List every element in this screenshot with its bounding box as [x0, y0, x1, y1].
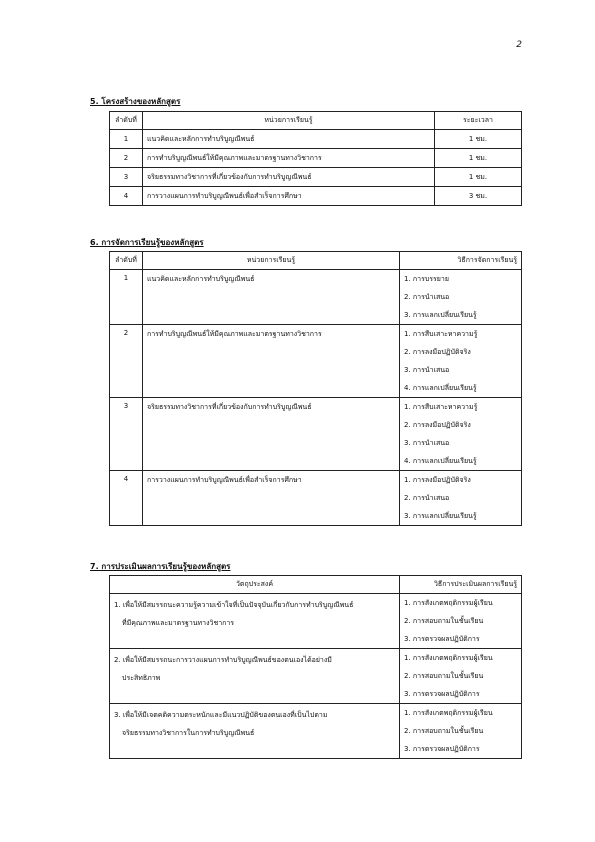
table-row: [110, 270, 522, 325]
table-row: [110, 325, 522, 398]
row-no: 3: [110, 398, 143, 471]
objective-line: 1. เพื่อให้มีสมรรถนะความรู้ความเข้าใจที่เป็นปัจจุบันเกี่ยวกับการทำบริบูญณีพนธ์: [114, 601, 354, 609]
table-row: [110, 649, 522, 704]
row-unit: จริยธรรมทางวิชาการที่เกี่ยวข้องกับการทำบริบูญณีพนธ์: [143, 168, 435, 187]
row-unit: แนวคิดและหลักการทำบริบูญณีพนธ์: [143, 270, 400, 325]
eval-item: 2. การสอบถามในชั้นเรียน: [404, 617, 484, 625]
objective-line: 2. เพื่อให้มีสมรรถนะการวางแผนการทำบริบูญณีพนธ์ของตนเองได้อย่างมี: [114, 656, 332, 664]
table-row: [110, 471, 522, 526]
row-eval-methods: [400, 704, 522, 759]
objective-line: จริยธรรมทางวิชาการในการทำบริบูญณีพนธ์: [122, 729, 255, 737]
row-time: 1 ชม.: [435, 149, 522, 168]
row-no: 2: [110, 325, 143, 398]
row-time: 3 ชม.: [435, 187, 522, 206]
eval-item: 1. การสังเกตพฤติกรรมผู้เรียน: [404, 599, 493, 607]
method-item: 2. การนำเสนอ: [404, 494, 450, 502]
page-number: 2: [516, 40, 522, 50]
row-methods: [400, 325, 522, 398]
method-item: 1. การสืบเสาะหาความรู้: [404, 330, 478, 338]
section5-title: 5. โครงสร้างของหลักสูตร: [90, 97, 181, 106]
row-time: 1 ชม.: [435, 168, 522, 187]
row-eval-methods: [400, 649, 522, 704]
objective-line: ที่มีคุณภาพและมาตรฐานทางวิชาการ: [122, 619, 235, 627]
method-item: 4. การแลกเปลี่ยนเรียนรู้: [404, 384, 477, 392]
method-item: 1. การบรรยาย: [404, 275, 449, 283]
method-item: 3. การนำเสนอ: [404, 439, 450, 447]
objective-line: 3. เพื่อให้มีเจตคติความตระหนักและมีแนวปฏิบัติของตนเองที่เป็นไปตาม: [114, 711, 328, 719]
table-row: [110, 594, 522, 649]
row-no: 3: [110, 168, 143, 187]
table-row: [110, 398, 522, 471]
row-objective: [110, 649, 400, 704]
table-row: [110, 168, 522, 187]
row-unit: จริยธรรมทางวิชาการที่เกี่ยวข้องกับการทำบริบูญณีพนธ์: [143, 398, 400, 471]
row-no: 4: [110, 471, 143, 526]
eval-item: 2. การสอบถามในชั้นเรียน: [404, 727, 484, 735]
row-methods: [400, 398, 522, 471]
row-eval-methods: [400, 594, 522, 649]
row-methods: [400, 471, 522, 526]
row-methods: [400, 270, 522, 325]
section7-title: 7. การประเมินผลการเรียนรู้ของหลักสูตร: [90, 562, 231, 571]
row-unit: การวางแผนการทำบริบูญณีพนธ์เพื่อสำเร็จการศึกษา: [143, 471, 400, 526]
method-item: 4. การแลกเปลี่ยนเรียนรู้: [404, 457, 477, 465]
row-objective: [110, 704, 400, 759]
header-eval-methods: วิธีการประเมินผลการเรียนรู้: [400, 576, 522, 594]
row-unit: การวางแผนการทำบริบูญณีพนธ์เพื่อสำเร็จการศึกษา: [143, 187, 435, 206]
table-row: [110, 149, 522, 168]
method-item: 2. การนำเสนอ: [404, 293, 450, 301]
row-no: 1: [110, 270, 143, 325]
eval-item: 1. การสังเกตพฤติกรรมผู้เรียน: [404, 654, 493, 662]
section6-title: 6. การจัดการเรียนรู้ของหลักสูตร: [90, 238, 204, 247]
table-header-row: [110, 112, 522, 130]
method-item: 1. การสืบเสาะหาความรู้: [404, 403, 478, 411]
table-row: [110, 187, 522, 206]
method-item: 3. การแลกเปลี่ยนเรียนรู้: [404, 311, 477, 319]
learning-methods-table: [109, 251, 522, 526]
header-time: ระยะเวลา: [435, 112, 522, 130]
eval-item: 3. การตรวจผลปฏิบัติการ: [404, 745, 480, 753]
row-unit: การทำบริบูญณีพนธ์ให้มีคุณภาพและมาตรฐานทางวิชาการ: [143, 149, 435, 168]
header-unit: หน่วยการเรียนรู้: [143, 112, 435, 130]
row-unit: แนวคิดและหลักการทำบริบูญณีพนธ์: [143, 130, 435, 149]
table-row: [110, 130, 522, 149]
row-no: 2: [110, 149, 143, 168]
header-no: ลำดับที่: [110, 252, 143, 270]
method-item: 2. การลงมือปฏิบัติจริง: [404, 421, 471, 429]
header-methods: วิธีการจัดการเรียนรู้: [400, 252, 522, 270]
eval-item: 1. การสังเกตพฤติกรรมผู้เรียน: [404, 709, 493, 717]
evaluation-table: [109, 575, 522, 759]
header-objective: วัตถุประสงค์: [110, 576, 400, 594]
row-unit: การทำบริบูญณีพนธ์ให้มีคุณภาพและมาตรฐานทางวิชาการ: [143, 325, 400, 398]
eval-item: 3. การตรวจผลปฏิบัติการ: [404, 690, 480, 698]
table-row: [110, 704, 522, 759]
eval-item: 3. การตรวจผลปฏิบัติการ: [404, 635, 480, 643]
row-objective: [110, 594, 400, 649]
eval-item: 2. การสอบถามในชั้นเรียน: [404, 672, 484, 680]
header-no: ลำดับที่: [110, 112, 143, 130]
method-item: 2. การลงมือปฏิบัติจริง: [404, 348, 471, 356]
objective-line: ประสิทธิภาพ: [122, 674, 161, 682]
row-no: 4: [110, 187, 143, 206]
method-item: 3. การแลกเปลี่ยนเรียนรู้: [404, 512, 477, 520]
structure-table: [109, 111, 522, 206]
method-item: 1. การลงมือปฏิบัติจริง: [404, 476, 471, 484]
row-time: 1 ชม.: [435, 130, 522, 149]
method-item: 3. การนำเสนอ: [404, 366, 450, 374]
header-unit: หน่วยการเรียนรู้: [143, 252, 400, 270]
table-header-row: [110, 576, 522, 594]
table-header-row: [110, 252, 522, 270]
row-no: 1: [110, 130, 143, 149]
